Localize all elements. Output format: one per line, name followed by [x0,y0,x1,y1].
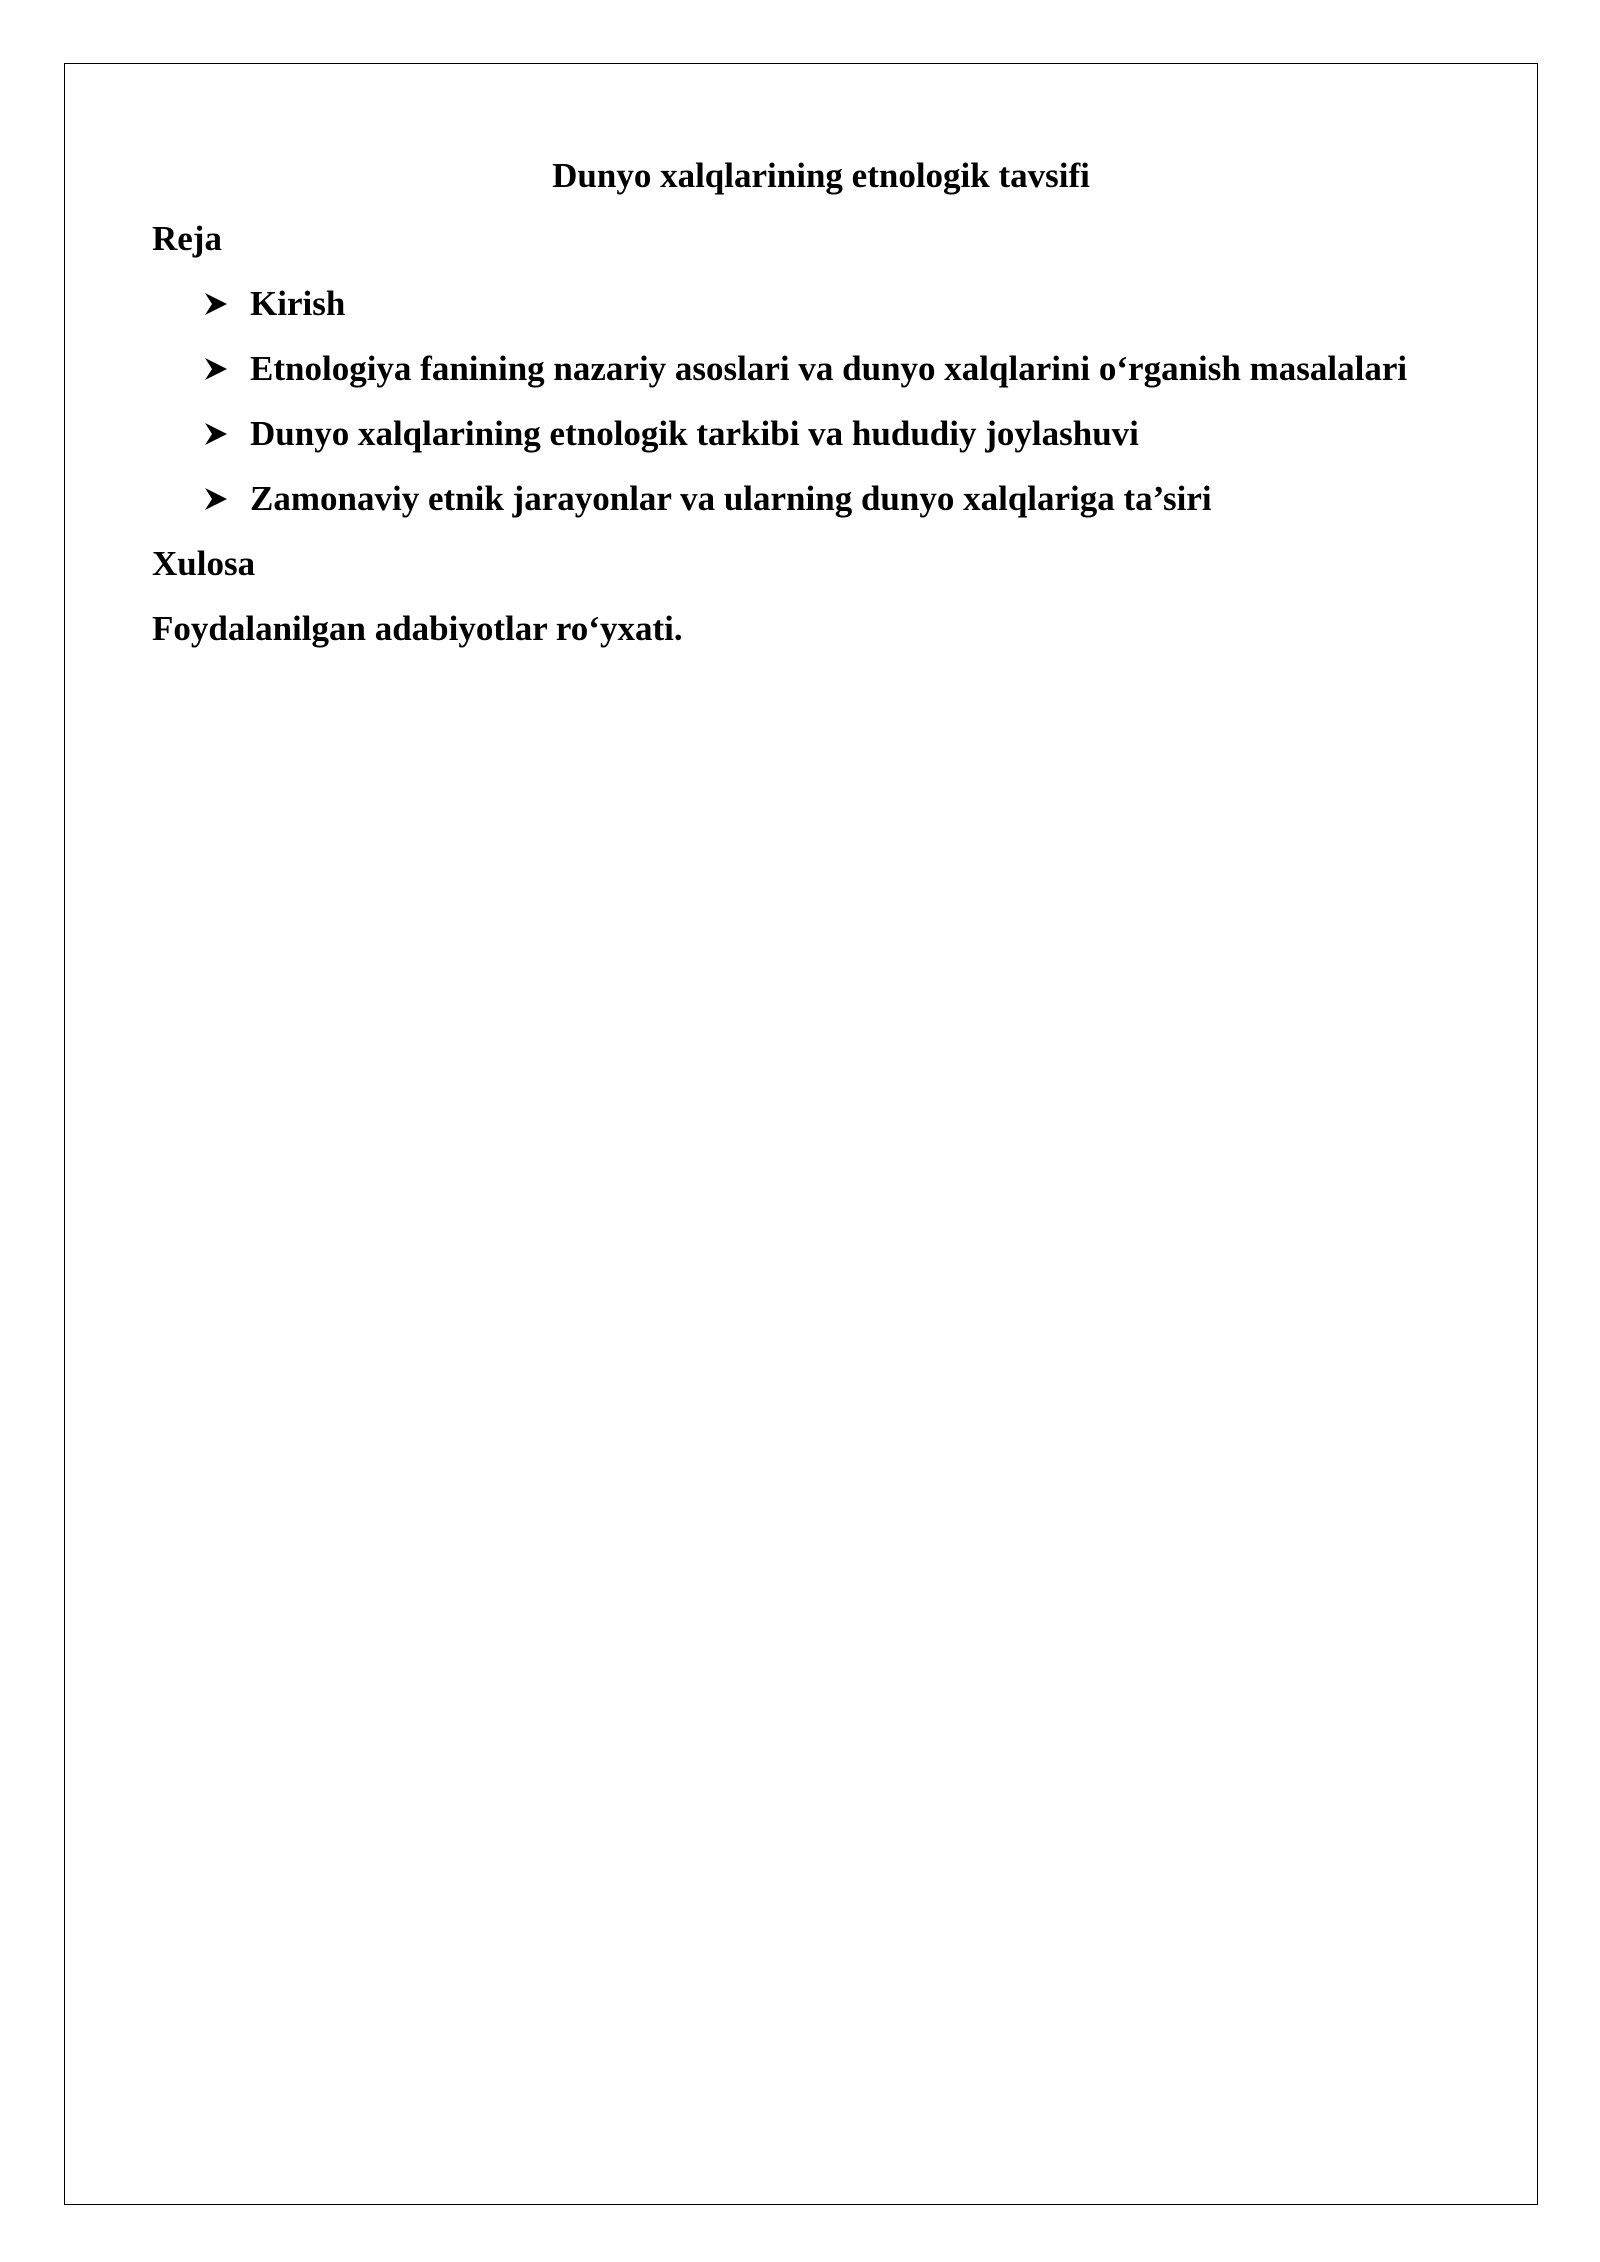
document-title: Dunyo xalqlarining etnologik tavsifi [552,156,1090,195]
arrowhead-bullet-icon [200,466,230,531]
arrowhead-bullet-icon [200,271,230,336]
plan-list [152,271,1490,531]
plan-item-introduction [152,271,1490,336]
plan-item-composition [152,401,1490,466]
plan-item-label: Kirish [250,284,346,323]
references-heading: Foydalanilgan adabiyotlar ro‘yxati. [152,609,683,648]
arrowhead-bullet-icon [200,336,230,401]
arrowhead-bullet-icon [200,401,230,466]
plan-heading: Reja [152,219,222,258]
plan-item-label: Dunyo xalqlarining etnologik tarkibi va hududiy joylashuvi [250,414,1139,453]
conclusion-heading: Xulosa [152,544,256,583]
plan-item-modern-processes [152,466,1490,531]
plan-item-theory [152,336,1490,401]
plan-item-label: Etnologiya fanining nazariy asoslari va dunyo xalqlarini o‘rganish masalalari [250,349,1408,388]
document-body [152,146,1490,661]
plan-item-label: Zamonaviy etnik jarayonlar va ularning dunyo xalqlariga ta’siri [250,479,1212,518]
